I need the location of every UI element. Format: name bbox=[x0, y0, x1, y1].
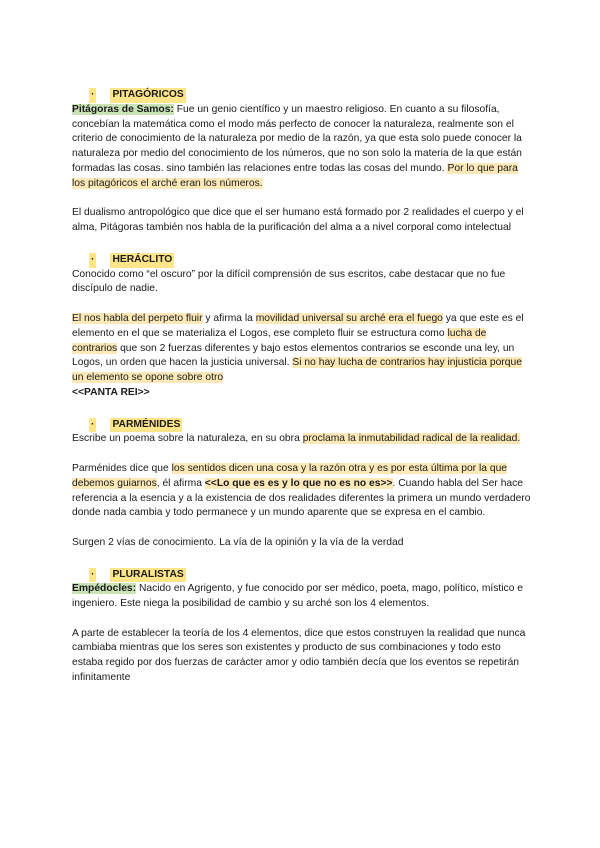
paragraph-pitagoras: Pitágoras de Samos: Fue un genio científico y un maestro religioso. En cuanto a su filosofía, concebían la matemática como el modo más perfecto de conocer la naturaleza, realmente son el criterio de conocimiento de la naturaleza por medio de la razón, ya que esta solo puede conocer la naturaleza por medio del conocimiento de los números, que no son solo la materia de la que están formadas las cosas. sino también las relaciones entre todas las cosas del mundo. Por lo que para los pitagóricos el arché eran los números. bbox=[72, 103, 522, 189]
paragraph-oscuro: Conocido como “el oscuro” por la difícil comprensión de sus escritos, cabe destacar que no fue discípulo de nadie. bbox=[72, 268, 506, 295]
heading-text: PITAGÓRICOS bbox=[110, 88, 185, 103]
name-highlight: Pitágoras de Samos: bbox=[72, 103, 174, 115]
document-content bbox=[72, 86, 532, 686]
section-heading-pitagoricos bbox=[89, 88, 532, 103]
paragraph-fluir: El nos habla del perpeto fluir y afirma la movilidad universal su arché era el fuego ya que este es el elemento en el que se materializa el Logos, ese completo fluir se estructura como lucha de contrarios que son 2 fuerzas diferentes y bajo estos elementos contrarios se esconde una ley, un Logos, un orden que hacen la justicia universal. Si no hay lucha de contrarios hay injusticia porque un elemento se opone sobre otro bbox=[72, 312, 524, 384]
bullet-icon: · bbox=[89, 568, 96, 583]
name-highlight: Empédocles: bbox=[72, 583, 137, 595]
heading-text: HERÁCLITO bbox=[110, 253, 174, 268]
bullet-icon: · bbox=[89, 253, 96, 268]
bullet-icon: · bbox=[89, 88, 96, 103]
paragraph-poema: Escribe un poema sobre la naturaleza, en su obra proclama la inmutabilidad radical de la realidad. bbox=[72, 433, 521, 445]
paragraph-elementos: A parte de establecer la teoría de los 4 elementos, dice que estos construyen la realidad que nunca cambiaba mientras que los seres son existentes y producto de sus combinaciones y todo esto estaba regido por dos fuerzas de carácter amor y odio también decía que los eventos se repetirán infinitamente bbox=[72, 627, 526, 684]
bullet-icon: · bbox=[89, 418, 96, 433]
section-heading-heraclito bbox=[89, 253, 532, 268]
heading-text: PARMÉNIDES bbox=[110, 418, 182, 433]
section-heading-pluralistas bbox=[89, 568, 532, 583]
section-heading-parmenides bbox=[89, 418, 532, 433]
heading-text: PLURALISTAS bbox=[110, 568, 185, 583]
paragraph-empedocles: Empédocles: Nacido en Agrigento, y fue conocido por ser médico, poeta, mago, político, místico e ingeniero. Este niega la posibilidad de cambio y su arché son los 4 elementos. bbox=[72, 583, 524, 610]
paragraph-dualismo: El dualismo antropológico que dice que el ser humano está formado por 2 realidades el cuerpo y el alma, Pitágoras también nos habla de la purificación del alma a a nivel corporal como intelectual bbox=[72, 207, 524, 234]
text-highlight: Por lo que para los pitagóricos el arché eran los números. bbox=[72, 162, 518, 189]
panta-rei: <<PANTA REI>> bbox=[72, 386, 150, 398]
paragraph-sentidos: Parménides dice que los sentidos dicen una cosa y la razón otra y es por esta última por la que debemos guiarnos, él afirma <<Lo que es es y lo que no es no es>>. Cuando habla del Ser hace referencia a la esencia y a la existencia de dos realidades diferentes la primera un mundo verdadero donde nada cambia y todo permanece y un mundo aparente que se expresa en el cambio. bbox=[72, 462, 531, 519]
paragraph-vias: Surgen 2 vías de conocimiento. La vía de la opinión y la vía de la verdad bbox=[72, 536, 404, 548]
